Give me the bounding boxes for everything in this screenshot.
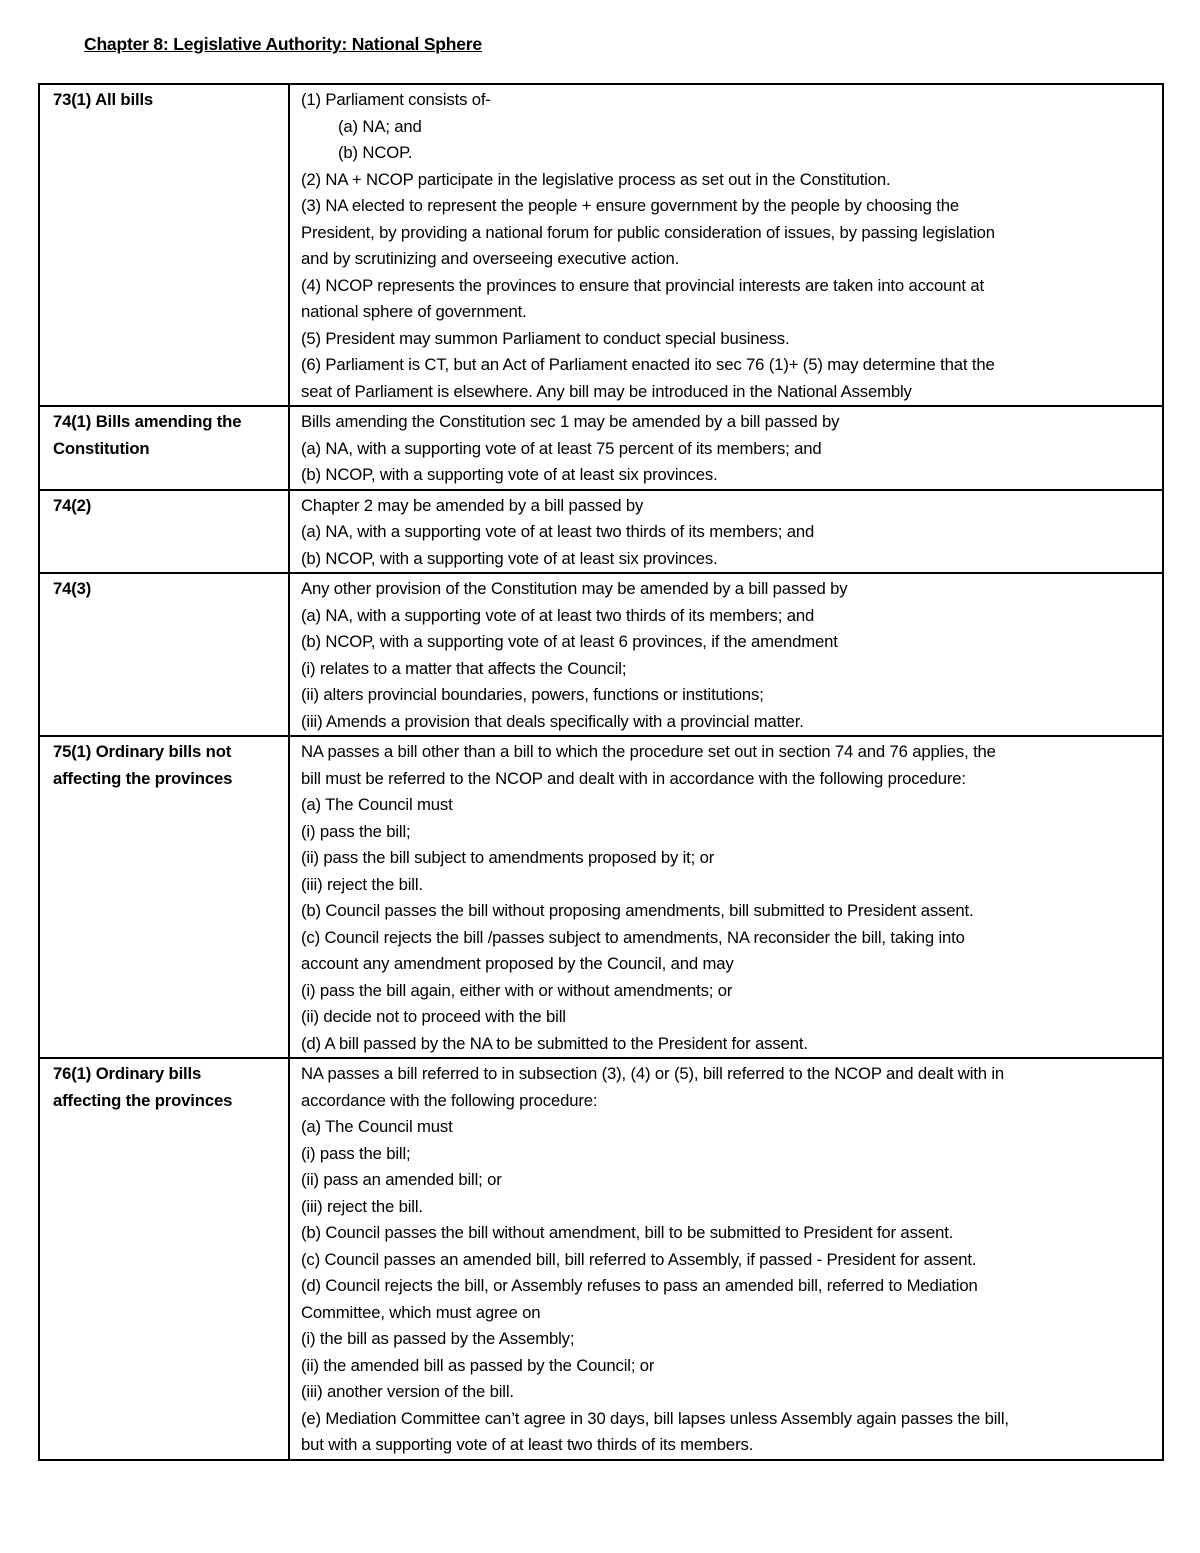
table-row bbox=[39, 84, 1163, 406]
text-line: (b) Council passes the bill without amendment, bill to be submitted to President for assent. bbox=[301, 1223, 954, 1242]
section-label: affecting the provinces bbox=[53, 768, 233, 788]
section-cell bbox=[39, 84, 289, 406]
page-title: Chapter 8: Legislative Authority: National Sphere bbox=[84, 34, 482, 54]
text-line: (a) The Council must bbox=[301, 1117, 453, 1136]
text-line: (d) A bill passed by the NA to be submitted to the President for assent. bbox=[301, 1033, 808, 1053]
description-cell bbox=[289, 736, 1163, 1058]
section-label: 74(3) bbox=[53, 579, 92, 598]
text-line: (3) NA elected to represent the people + ensure government by the people by choosing the bbox=[301, 196, 959, 215]
text-line: Bills amending the Constitution sec 1 may be amended by a bill passed by bbox=[301, 412, 840, 431]
section-label: 73(1) All bills bbox=[53, 90, 154, 109]
text-line: (iii) Amends a provision that deals specifically with a provincial matter. bbox=[301, 711, 804, 731]
text-line: bill must be referred to the NCOP and dealt with in accordance with the following procedure: bbox=[301, 768, 966, 788]
text-line: national sphere of government. bbox=[301, 302, 527, 321]
section-cell bbox=[39, 1058, 289, 1460]
text-line: (a) NA, with a supporting vote of at least 75 percent of its members; and bbox=[301, 438, 822, 458]
text-line: (i) the bill as passed by the Assembly; bbox=[301, 1329, 575, 1348]
table-row bbox=[39, 573, 1163, 736]
text-line: (ii) decide not to proceed with the bill bbox=[301, 1007, 566, 1026]
table-row bbox=[39, 490, 1163, 574]
text-line: (c) Council rejects the bill /passes subject to amendments, NA reconsider the bill, taking into bbox=[301, 927, 965, 947]
text-line: (4) NCOP represents the provinces to ensure that provincial interests are taken into account at bbox=[301, 275, 984, 295]
table-row bbox=[39, 736, 1163, 1058]
text-line: NA passes a bill other than a bill to which the procedure set out in section 74 and 76 applies, the bbox=[301, 742, 996, 761]
legislation-table bbox=[38, 83, 1164, 1461]
text-line: (iii) another version of the bill. bbox=[301, 1382, 514, 1401]
text-line: (5) President may summon Parliament to conduct special business. bbox=[301, 328, 790, 348]
description-cell bbox=[289, 84, 1163, 406]
text-line: (i) pass the bill; bbox=[301, 821, 411, 841]
text-line: (b) Council passes the bill without proposing amendments, bill submitted to President assent. bbox=[301, 901, 974, 920]
section-label: 74(1) Bills amending the bbox=[53, 412, 242, 431]
text-line: (iii) reject the bill. bbox=[301, 1196, 423, 1216]
section-cell bbox=[39, 490, 289, 574]
text-line: (iii) reject the bill. bbox=[301, 874, 423, 894]
text-line: (ii) alters provincial boundaries, powers, functions or institutions; bbox=[301, 685, 764, 704]
section-label: 75(1) Ordinary bills not bbox=[53, 742, 232, 761]
text-line: (d) Council rejects the bill, or Assembly refuses to pass an amended bill, referred to Mediation bbox=[301, 1276, 978, 1295]
text-line: (e) Mediation Committee can’t agree in 30 days, bill lapses unless Assembly again passes the bill, bbox=[301, 1408, 1009, 1428]
text-line: seat of Parliament is elsewhere. Any bill may be introduced in the National Assembly bbox=[301, 381, 912, 401]
text-line: Chapter 2 may be amended by a bill passed by bbox=[301, 495, 644, 515]
text-line: account any amendment proposed by the Council, and may bbox=[301, 954, 734, 973]
section-label: 74(2) bbox=[53, 495, 92, 515]
text-line: (a) NA, with a supporting vote of at least two thirds of its members; and bbox=[301, 605, 815, 625]
text-line: (b) NCOP, with a supporting vote of at least six provinces. bbox=[301, 465, 718, 484]
text-line: NA passes a bill referred to in subsection (3), (4) or (5), bill referred to the NCOP and dealt with in bbox=[301, 1064, 1005, 1083]
section-label: 76(1) Ordinary bills bbox=[53, 1064, 202, 1083]
text-line: (b) NCOP, with a supporting vote of at least six provinces. bbox=[301, 548, 718, 568]
table-row bbox=[39, 1058, 1163, 1460]
text-line: (i) pass the bill again, either with or without amendments; or bbox=[301, 980, 733, 1000]
text-line: (2) NA + NCOP participate in the legislative process as set out in the Constitution. bbox=[301, 169, 891, 189]
description-cell bbox=[289, 1058, 1163, 1460]
text-line: (ii) pass the bill subject to amendments proposed by it; or bbox=[301, 848, 715, 867]
text-line: (ii) pass an amended bill; or bbox=[301, 1170, 502, 1189]
text-line: (6) Parliament is CT, but an Act of Parliament enacted ito sec 76 (1)+ (5) may determine that the bbox=[301, 355, 995, 374]
description-cell bbox=[289, 573, 1163, 736]
text-line: (a) NA; and bbox=[338, 116, 422, 136]
description-cell bbox=[289, 406, 1163, 490]
text-line: but with a supporting vote of at least two thirds of its members. bbox=[301, 1435, 754, 1454]
text-line: (1) Parliament consists of- bbox=[301, 90, 491, 109]
description-cell bbox=[289, 490, 1163, 574]
text-line: President, by providing a national forum for public consideration of issues, by passing legislation bbox=[301, 222, 995, 242]
text-line: (b) NCOP. bbox=[338, 143, 413, 162]
text-line: (c) Council passes an amended bill, bill referred to Assembly, if passed - President for assent. bbox=[301, 1249, 977, 1269]
section-cell bbox=[39, 736, 289, 1058]
section-label: Constitution bbox=[53, 438, 150, 458]
text-line: (a) The Council must bbox=[301, 795, 453, 814]
section-cell bbox=[39, 573, 289, 736]
text-line: Any other provision of the Constitution may be amended by a bill passed by bbox=[301, 579, 848, 598]
section-cell bbox=[39, 406, 289, 490]
section-label: affecting the provinces bbox=[53, 1090, 233, 1110]
text-line: (i) relates to a matter that affects the Council; bbox=[301, 658, 627, 678]
text-line: (a) NA, with a supporting vote of at least two thirds of its members; and bbox=[301, 522, 815, 541]
text-line: (ii) the amended bill as passed by the Council; or bbox=[301, 1355, 655, 1375]
text-line: Committee, which must agree on bbox=[301, 1302, 541, 1322]
table-row bbox=[39, 406, 1163, 490]
text-line: (b) NCOP, with a supporting vote of at least 6 provinces, if the amendment bbox=[301, 632, 838, 651]
text-line: and by scrutinizing and overseeing executive action. bbox=[301, 249, 680, 268]
text-line: accordance with the following procedure: bbox=[301, 1090, 598, 1110]
text-line: (i) pass the bill; bbox=[301, 1143, 411, 1163]
